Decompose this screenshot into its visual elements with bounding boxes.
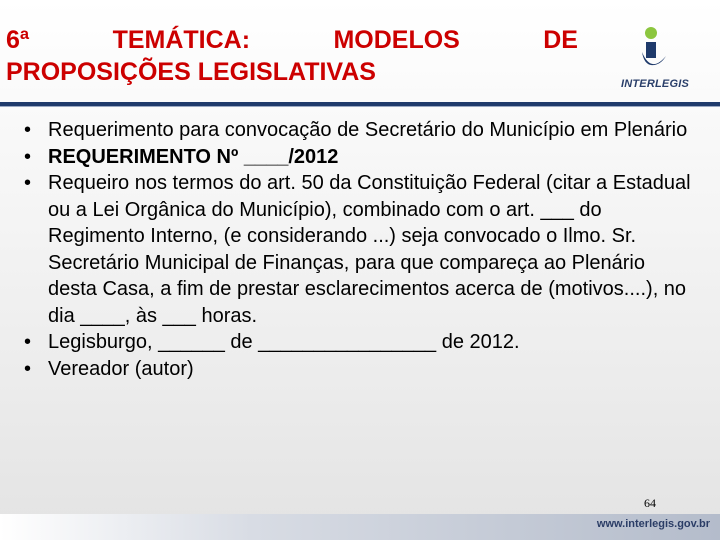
footer-url: www.interlegis.gov.br (596, 518, 710, 530)
title-line-1 (6, 24, 578, 56)
bullet-dot-icon: • (24, 357, 32, 380)
interlegis-mark-icon (638, 26, 670, 72)
bullet-item (22, 329, 698, 356)
bullet-dot-icon: • (24, 331, 32, 353)
bullet-text: Vereador (autor) (48, 357, 194, 380)
bullet-dot-icon: • (24, 119, 32, 141)
bullet-item (22, 144, 698, 171)
bullet-item (22, 117, 698, 144)
bullet-text: Requeiro nos termos do art. 50 da Constituição Federal (citar a Estadual ou a Lei Orgânica do Município), combinado com o art. ___ do Regimento Interno, (e considerando ...) seja convocado o Ilmo. Sr. Secretário Municipal de Finanças, para que compareça ao Plenário desta Casa, a fim de prestar esclarecimentos acerca de (motivos....), no dia ____, às ___ horas. (48, 172, 691, 327)
interlegis-logo (620, 26, 689, 92)
slide-title (6, 24, 578, 88)
title-word: 6ª (6, 26, 30, 54)
title-word: TEMÁTICA: (112, 26, 251, 54)
title-line-2: PROPOSIÇÕES LEGISLATIVAS (6, 58, 376, 86)
bullet-dot-icon: • (24, 172, 32, 194)
logo-wordmark: INTERLEGIS (620, 78, 689, 90)
bullet-dot-icon: • (24, 145, 32, 168)
bullet-text: Requerimento para convocação de Secretário do Município em Plenário (48, 119, 688, 141)
title-word: DE (543, 26, 578, 54)
bullet-text: REQUERIMENTO Nº ____/2012 (48, 145, 339, 168)
bullet-list (22, 117, 698, 382)
bullet-text: Legisburgo, ______ de ________________ de 2012. (48, 331, 520, 353)
bullet-item (22, 170, 698, 329)
header-rule-thin (0, 106, 720, 107)
page-number: 64 (644, 496, 656, 510)
bullet-item (22, 356, 698, 383)
title-word: MODELOS (333, 26, 460, 54)
